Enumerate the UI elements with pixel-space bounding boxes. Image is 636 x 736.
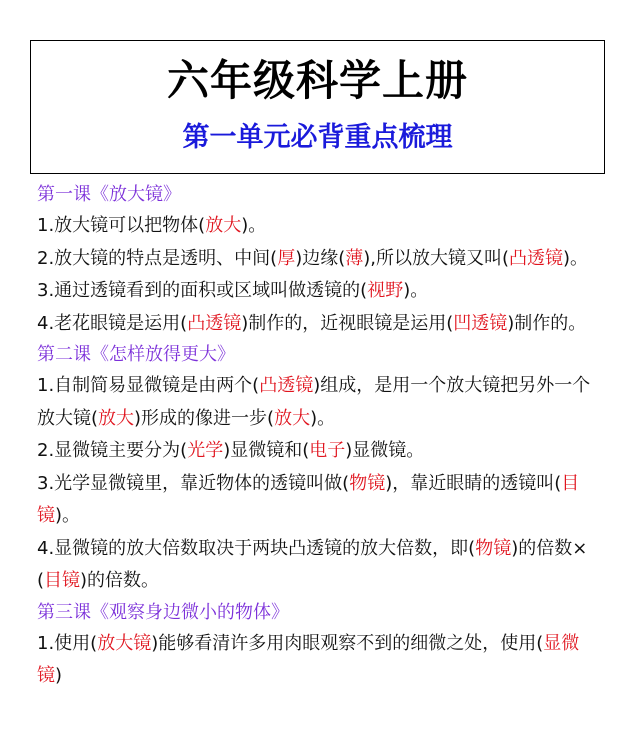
knowledge-point <box>37 468 603 533</box>
point-text: 1.放大镜可以把物体( <box>37 215 206 236</box>
answer-text: 凹透镜 <box>453 312 508 334</box>
answer-text: 电子 <box>309 440 346 461</box>
point-text: 2.放大镜的特点是透明、中间( <box>37 247 278 269</box>
point-text: 2.显微镜主要分为( <box>37 440 188 461</box>
answer-text: 厚 <box>277 247 296 269</box>
answer-text: 显微镜 <box>37 632 580 686</box>
point-text: ) <box>55 665 63 686</box>
point-text: )的倍数×( <box>37 537 588 591</box>
knowledge-point <box>37 308 603 341</box>
point-text: 1.自制简易显微镜是由两个( <box>37 375 260 396</box>
point-text: )显微镜和( <box>223 440 310 461</box>
answer-text: 物镜 <box>475 537 512 559</box>
answer-text: 视野 <box>367 280 404 301</box>
title-box <box>30 40 605 174</box>
point-text: )。 <box>241 215 267 236</box>
point-text: )制作的，近视眼镜是运用( <box>241 312 454 334</box>
point-text: 3.通过透镜看到的面积或区域叫做透镜的( <box>37 280 368 301</box>
point-text: )，靠近眼睛的透镜叫( <box>385 472 562 494</box>
point-text: )边缘( <box>295 247 346 269</box>
knowledge-point <box>37 370 603 435</box>
lesson-title: 第一课《放大镜》 <box>37 184 181 205</box>
lesson-title: 第三课《观察身边微小的物体》 <box>37 601 289 623</box>
answer-text: 放大 <box>274 407 311 429</box>
point-text: )显微镜。 <box>345 440 425 461</box>
page-title: 六年级科学上册 <box>166 56 468 105</box>
answer-text: 目镜 <box>44 570 81 591</box>
page-subtitle: 第一单元必背重点梳理 <box>182 122 453 153</box>
answer-text: 放大镜 <box>97 632 152 654</box>
answer-text: 物镜 <box>349 472 386 494</box>
knowledge-point <box>37 210 603 243</box>
point-text: )组成，是用一个放大镜把另外一个放大镜( <box>37 375 591 429</box>
point-text: )能够看清许多用肉眼观察不到的细微之处，使用( <box>151 632 544 654</box>
point-text: 4.老花眼镜是运用( <box>37 312 188 334</box>
point-text: )的倍数。 <box>80 570 160 591</box>
knowledge-point <box>37 275 603 308</box>
point-text: ),所以放大镜又叫( <box>363 247 510 269</box>
answer-text: 放大 <box>205 215 242 236</box>
answer-text: 目镜 <box>37 472 580 526</box>
point-text: )制作的。 <box>507 312 587 334</box>
knowledge-point <box>37 533 603 598</box>
point-text: )。 <box>403 280 429 301</box>
answer-text: 凸透镜 <box>187 312 242 334</box>
point-text: 3.光学显微镜里，靠近物体的透镜叫做( <box>37 472 350 494</box>
answer-text: 凸透镜 <box>509 247 564 269</box>
answer-text: 放大 <box>98 407 135 429</box>
point-text: 4.显微镜的放大倍数取决于两块凸透镜的放大倍数，即( <box>37 537 476 559</box>
lesson-title: 第二课《怎样放得更大》 <box>37 344 235 365</box>
knowledge-point <box>37 435 603 468</box>
answer-text: 凸透镜 <box>259 375 314 396</box>
point-text: )。 <box>563 247 589 269</box>
knowledge-point <box>37 628 603 693</box>
point-text: )形成的像进一步( <box>134 407 275 429</box>
answer-text: 光学 <box>187 440 224 461</box>
answer-text: 薄 <box>345 247 364 269</box>
content-body <box>37 180 603 693</box>
point-text: 1.使用( <box>37 632 98 654</box>
point-text: )。 <box>55 505 81 526</box>
point-text: )。 <box>310 407 336 429</box>
knowledge-point <box>37 243 603 276</box>
